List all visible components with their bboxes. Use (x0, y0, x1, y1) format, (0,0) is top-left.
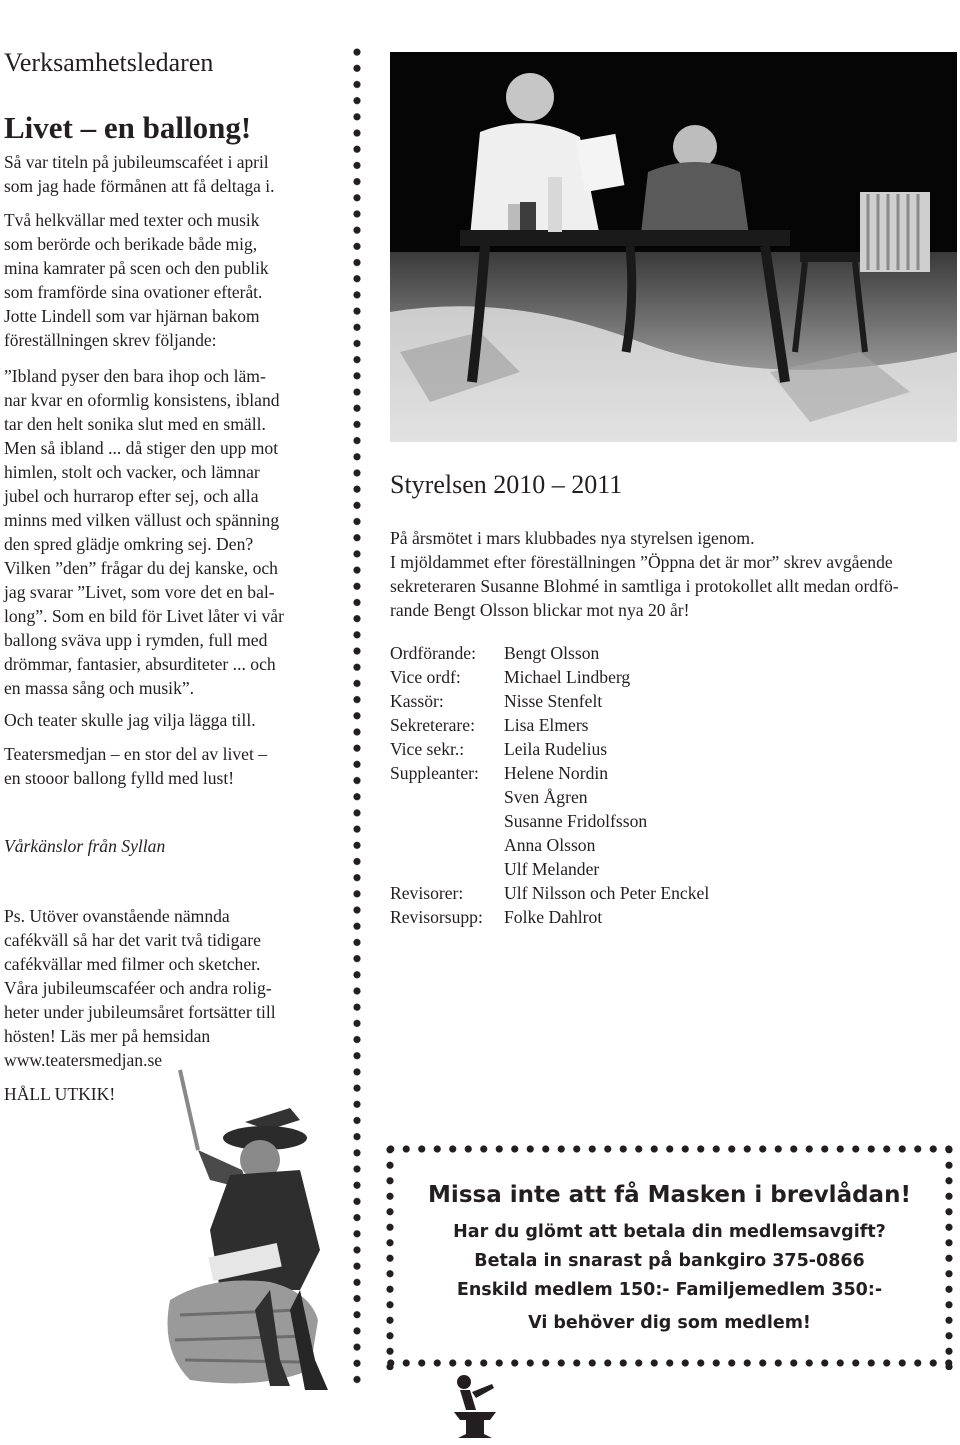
text-line: som berörde och berikade både mig, (4, 234, 258, 254)
signature: Vårkänslor från Syllan (4, 836, 166, 856)
board-name: Michael Lindberg (504, 667, 631, 687)
notice-border-bottom (383, 1356, 956, 1370)
quote-line: long”. Som en bild för Livet låter vi vår (4, 606, 284, 626)
board-role: Kassör: (390, 691, 444, 711)
text-line: Så var titeln på jubileumscaféet i april (4, 152, 269, 172)
board-role: Suppleanter: (390, 763, 479, 783)
text-line: Teatersmedjan – en stor del av livet – (4, 744, 268, 764)
text-line: Ps. Utöver ovanstående nämnda (4, 906, 230, 926)
teater-line: Och teater skulle jag vilja lägga till. (4, 710, 256, 730)
quote-line: jubel och hurrarop efter sej, och alla (4, 486, 259, 506)
notice-line: Har du glömt att betala din medlemsavgift? (453, 1222, 886, 1242)
text-line: Våra jubileumscaféer och andra rolig- (4, 978, 272, 998)
quote-line: tar den helt sonika slut med en smäll. (4, 414, 266, 434)
article-headline: Livet – en ballong! (4, 110, 252, 145)
board-role: Revisorsupp: (390, 907, 483, 927)
actor-figure-illustration (150, 1060, 340, 1400)
quote-line: Men så ibland ... då stiger den upp mot (4, 438, 279, 458)
text-line: rande Bengt Olsson blickar mot nya 20 år! (390, 600, 690, 620)
board-role: Revisorer: (390, 883, 464, 903)
quote-line: himlen, stolt och vacker, och lämnar (4, 462, 260, 482)
text-line: som framförde sina ovationer efteråt. (4, 282, 263, 302)
text-line: hösten! Läs mer på hemsidan (4, 1026, 211, 1046)
notice-line: Enskild medlem 150:- Familjemedlem 350:- (456, 1280, 883, 1300)
board-name: Sven Ågren (504, 787, 588, 807)
quote-line: ballong sväva upp i rymden, full med (4, 630, 268, 650)
hall-utkik: HÅLL UTKIK! (4, 1084, 116, 1104)
quote-line: minns med vilken vällust och spänning (4, 510, 280, 530)
board-name: Helene Nordin (504, 763, 609, 783)
quote-line: jag svarar ”Livet, som vore det en bal- (4, 582, 275, 602)
quote-line: en massa sång och musik”. (4, 678, 195, 698)
board-role: Vice ordf: (390, 667, 461, 687)
quote-line: ”Ibland pyser den bara ihop och läm- (4, 366, 266, 386)
notice-line: Vi behöver dig som medlem! (528, 1313, 811, 1333)
text-line: cafékväll så har det varit två tidigare (4, 930, 261, 950)
text-line: Två helkvällar med texter och musik (4, 210, 260, 230)
text-line: en stooor ballong fylld med lust! (4, 768, 235, 788)
quote-line: Vilken ”den” frågar du dej kanske, och (4, 558, 278, 578)
quote-line: drömmar, fantasier, absurditeter ... och (4, 654, 276, 674)
text-line: heter under jubileumsåret fortsätter till (4, 1002, 276, 1022)
board-heading: Styrelsen 2010 – 2011 (390, 470, 623, 499)
teatersmedjan-logo (446, 1370, 504, 1440)
text-line: cafékvällar med filmer och sketcher. (4, 954, 261, 974)
text-line: föreställningen skrev följande: (4, 330, 217, 350)
membership-notice-box (383, 1142, 956, 1370)
dotted-divider (347, 44, 367, 1384)
board-name: Susanne Fridolfsson (504, 811, 648, 831)
board-name: Lisa Elmers (504, 715, 589, 735)
column-kicker: Verksamhetsledaren (4, 48, 214, 77)
text-line: sekreteraren Susanne Blohmé in samtliga i protokollet allt medan ordfö- (390, 576, 899, 596)
board-name: Anna Olsson (504, 835, 596, 855)
text-line: Jotte Lindell som var hjärnan bakom (4, 306, 260, 326)
text-line: I mjöldammet efter föreställningen ”Öppna det är mor” skrev avgående (390, 552, 893, 572)
notice-border-top (383, 1142, 956, 1156)
board-name: Nisse Stenfelt (504, 691, 603, 711)
quote-line: den spred glädje omkring sej. Den? (4, 534, 254, 554)
board-name: Ulf Melander (504, 859, 600, 879)
board-name: Leila Rudelius (504, 739, 608, 759)
board-name: Folke Dahlrot (504, 907, 603, 927)
notice-title: Missa inte att få Masken i brevlådan! (428, 1182, 911, 1208)
board-name: Ulf Nilsson och Peter Enckel (504, 883, 710, 903)
text-line: På årsmötet i mars klubbades nya styrelsen igenom. (390, 528, 755, 548)
board-role: Vice sekr.: (390, 739, 465, 759)
quote-line: nar kvar en oformlig konsistens, ibland (4, 390, 280, 410)
text-line: mina kamrater på scen och den publik (4, 258, 269, 278)
website-link[interactable]: www.teatersmedjan.se (4, 1050, 163, 1070)
board-role: Ordförande: (390, 643, 476, 663)
board-role: Sekreterare: (390, 715, 475, 735)
board-name: Bengt Olsson (504, 643, 600, 663)
notice-line: Betala in snarast på bankgiro 375-0866 (474, 1251, 865, 1271)
text-line: som jag hade förmånen att få deltaga i. (4, 176, 275, 196)
